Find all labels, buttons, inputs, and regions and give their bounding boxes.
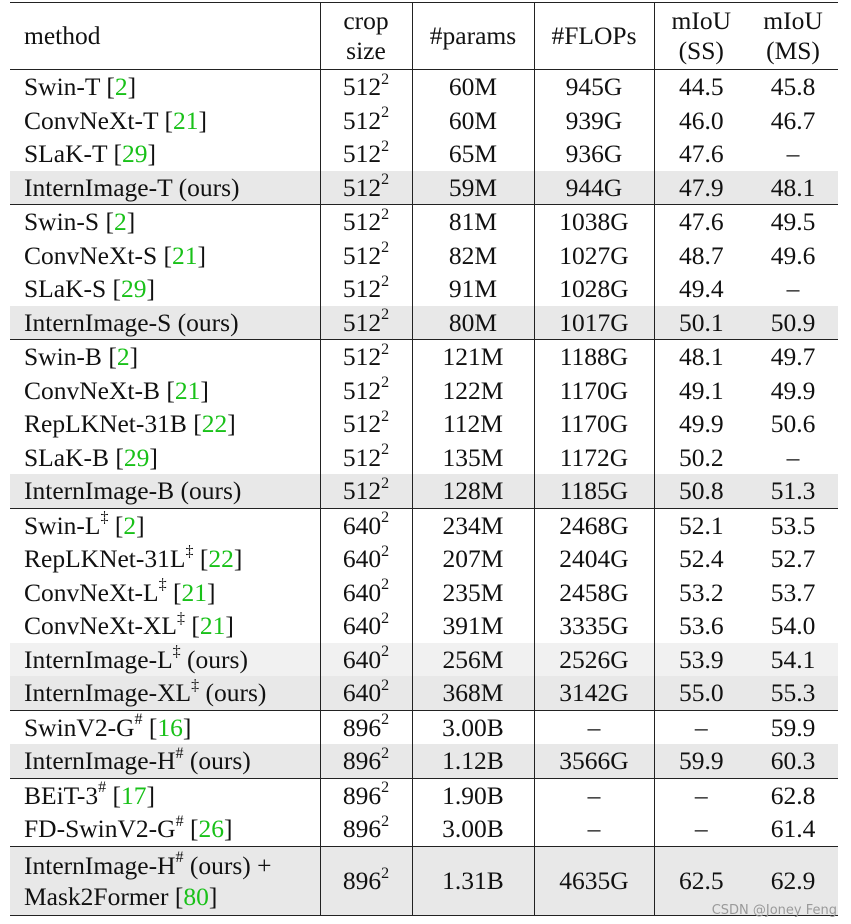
method-cell: SwinV2-G# [16] (10, 710, 320, 744)
table-row (10, 239, 838, 273)
flops-cell: 936G (534, 137, 654, 171)
table-row (10, 137, 838, 171)
crop-size-exponent: 2 (381, 407, 390, 425)
crop-size-value: 512 (342, 409, 382, 439)
citation-link: 2 (113, 207, 127, 237)
flops-cell: 1188G (534, 340, 654, 374)
method-mark: ‡ (100, 509, 109, 527)
crop-size-cell (320, 778, 412, 812)
method-name: Swin-S (24, 207, 100, 237)
crop-size-value: 512 (342, 342, 382, 372)
crop-size-value: 512 (342, 72, 382, 102)
crop-size-value: 512 (342, 476, 382, 506)
crop-size-exponent: 2 (381, 171, 390, 189)
miou-ss-cell: 50.2 (654, 441, 748, 475)
method-cell: FD-SwinV2-G# [26] (24, 812, 233, 844)
miou-ms-cell: 52.7 (770, 544, 816, 574)
crop-size-cell (320, 542, 412, 576)
method-name: ConvNeXt-L (24, 577, 159, 607)
miou-ss-cell: 44.5 (654, 70, 748, 104)
citation-link: 29 (121, 139, 148, 169)
method-cell: RepLKNet-31L‡ [22] (24, 542, 243, 574)
crop-size-value: 512 (342, 240, 382, 270)
miou-ss-cell: 50.8 (654, 474, 748, 508)
method-name: Swin-L (24, 510, 101, 540)
method-mark: # (175, 849, 184, 866)
crop-size-value: 512 (342, 139, 382, 169)
miou-ss-cell: 53.6 (654, 609, 748, 643)
crop-size-cell (320, 70, 412, 104)
crop-size-value: 896 (342, 814, 382, 844)
params-cell: 1.31B (412, 846, 534, 915)
header-row (10, 3, 838, 70)
params-cell: 3.00B (412, 812, 534, 846)
method-name: Swin-B (24, 342, 102, 372)
miou-ms-cell: 62.9 (748, 846, 838, 915)
miou-ss-cell: 52.4 (654, 542, 748, 576)
method-cell: Swin-T [2] (10, 70, 320, 104)
crop-size-exponent: 2 (381, 779, 390, 797)
crop-size-exponent: 2 (381, 205, 390, 223)
miou-ss-cell: 47.6 (654, 205, 748, 239)
params-cell: 112M (412, 407, 534, 441)
table-row (10, 576, 838, 610)
flops-cell: – (534, 812, 654, 846)
flops-cell: 2404G (534, 542, 654, 576)
miou-ss-cell: – (654, 710, 748, 744)
watermark: CSDN @Joney Feng (711, 903, 837, 918)
flops-cell: 3566G (534, 744, 654, 778)
method-suffix: (ours) (205, 678, 267, 708)
crop-size-exponent: 2 (381, 509, 390, 527)
crop-size-value: 512 (342, 207, 382, 237)
method-name: RepLKNet-31B (24, 409, 187, 439)
method-cell: ConvNeXt-B [21] (24, 375, 209, 405)
crop-size-exponent: 2 (381, 239, 390, 257)
method-suffix: (ours) (178, 172, 240, 202)
params-cell: 122M (412, 374, 534, 408)
flops-cell: 2468G (534, 508, 654, 542)
params-cell: 128M (412, 474, 534, 508)
crop-size-cell (320, 474, 412, 508)
method-cell: ConvNeXt-XL‡ [21] (24, 609, 234, 641)
method-name: ConvNeXt-B (24, 375, 160, 405)
crop-size-exponent: 2 (381, 272, 390, 290)
table-row (10, 812, 838, 846)
miou-ms-cell: 60.3 (748, 744, 838, 778)
header-crop-size: crop size (320, 3, 412, 70)
miou-ms-cell: 49.9 (770, 375, 816, 405)
params-cell: 368M (412, 676, 534, 710)
miou-ss-cell: 62.5 (654, 846, 748, 915)
crop-size-value: 896 (342, 746, 382, 776)
flops-cell: 3142G (534, 676, 654, 710)
method-mark: ‡ (158, 576, 167, 594)
method-cell: SLaK-T [29] (24, 139, 156, 169)
method-name: SLaK-T (24, 139, 108, 169)
method-mark: ‡ (185, 542, 194, 560)
table-row (10, 508, 838, 542)
crop-size-cell (320, 508, 412, 542)
method-suffix: (ours) (180, 476, 242, 506)
crop-size-value: 640 (342, 544, 382, 574)
miou-ms-cell: 59.9 (748, 710, 838, 744)
miou-ms-cell: 46.7 (770, 105, 816, 135)
crop-size-cell (320, 676, 412, 710)
miou-ms-cell: 49.5 (748, 205, 838, 239)
citation-link: 2 (114, 72, 128, 102)
method-name-line2: Mask2Former (24, 881, 169, 911)
params-cell: 80M (412, 306, 534, 340)
citation-link: 21 (172, 105, 199, 135)
params-cell: 1.12B (412, 744, 534, 778)
crop-size-value: 896 (342, 866, 382, 895)
method-cell: ConvNeXt-T [21] (24, 105, 207, 135)
miou-ms-cell: 53.7 (770, 577, 816, 607)
citation-link: 29 (121, 274, 147, 304)
flops-cell: 3335G (534, 609, 654, 643)
crop-size-exponent: 2 (381, 474, 390, 492)
crop-size-exponent: 2 (381, 70, 390, 88)
method-name: InternImage-T (24, 172, 173, 202)
citation-link: 26 (198, 814, 224, 844)
params-cell: 60M (412, 104, 534, 138)
header-miou-ms: mIoU (MS) (748, 3, 838, 70)
table-row (10, 441, 838, 475)
table-row (10, 609, 838, 643)
crop-size-cell (320, 846, 412, 915)
citation-link: 16 (157, 712, 183, 742)
flops-cell: 939G (534, 104, 654, 138)
method-cell: RepLKNet-31B [22] (24, 409, 236, 439)
params-cell: 234M (412, 508, 534, 542)
miou-ss-cell: 48.1 (654, 340, 748, 374)
method-cell (10, 474, 320, 508)
params-cell: 135M (412, 441, 534, 475)
flops-cell: 1027G (534, 239, 654, 273)
table-row (10, 744, 838, 778)
table-row (10, 306, 838, 340)
method-name: BEiT-3 (24, 780, 99, 810)
flops-cell: 1185G (534, 474, 654, 508)
method-name: InternImage-H (24, 850, 176, 880)
method-suffix: (ours) (187, 644, 248, 674)
citation-link: 29 (123, 442, 150, 472)
method-cell (10, 306, 320, 340)
flops-cell: 2526G (534, 643, 654, 677)
citation-link: 17 (121, 780, 147, 810)
crop-size-cell (320, 306, 412, 340)
method-cell (10, 744, 320, 778)
table-row (10, 542, 838, 576)
params-cell: 65M (412, 137, 534, 171)
flops-cell: 1172G (534, 441, 654, 475)
crop-size-value: 640 (342, 611, 382, 641)
miou-ms-cell: 54.1 (748, 643, 838, 677)
crop-size-exponent: 2 (381, 137, 390, 155)
crop-size-cell (320, 812, 412, 846)
miou-ms-cell: 50.6 (770, 409, 816, 439)
crop-size-value: 512 (342, 172, 382, 202)
params-cell: 91M (412, 272, 534, 306)
method-mark: # (175, 812, 184, 830)
params-cell: 82M (412, 239, 534, 273)
crop-size-value: 512 (342, 375, 382, 405)
method-cell: Swin-S [2] (10, 205, 320, 239)
params-cell: 121M (412, 340, 534, 374)
flops-cell: 1170G (534, 374, 654, 408)
header-flops: #FLOPs (534, 3, 654, 70)
table-row (10, 104, 838, 138)
miou-ss-cell: 59.9 (654, 744, 748, 778)
crop-size-value: 640 (342, 678, 382, 708)
table-row (10, 710, 838, 744)
method-cell (10, 676, 320, 710)
method-cell: SLaK-S [29] (24, 274, 156, 304)
crop-size-cell (320, 137, 412, 171)
params-cell: 81M (412, 205, 534, 239)
crop-size-value: 896 (342, 780, 382, 810)
crop-size-cell (320, 104, 412, 138)
crop-size-exponent: 2 (381, 340, 390, 358)
crop-size-exponent: 2 (381, 812, 390, 830)
crop-size-cell (320, 239, 412, 273)
params-cell: 235M (412, 576, 534, 610)
miou-ss-cell: 46.0 (654, 104, 748, 138)
crop-size-exponent: 2 (381, 576, 390, 594)
flops-cell: 1038G (534, 205, 654, 239)
method-cell: Swin-B [2] (10, 340, 320, 374)
method-cell: ConvNeXt-S [21] (24, 240, 207, 270)
crop-size-cell (320, 374, 412, 408)
miou-ss-cell: 55.0 (654, 676, 748, 710)
params-cell: 256M (412, 643, 534, 677)
flops-cell: 945G (534, 70, 654, 104)
crop-size-value: 640 (342, 644, 382, 674)
method-cell: InternImage-H# (ours) + Mask2Former [80] (10, 846, 320, 915)
crop-size-exponent: 2 (381, 374, 390, 392)
crop-size-value: 640 (342, 577, 382, 607)
crop-size-value: 512 (342, 274, 382, 304)
crop-size-exponent: 2 (381, 441, 390, 459)
flops-cell: – (534, 710, 654, 744)
method-name: InternImage-S (24, 307, 172, 337)
flops-cell: 2458G (534, 576, 654, 610)
method-suffix: (ours) (189, 746, 251, 776)
method-name: ConvNeXt-S (24, 240, 158, 270)
method-mark: # (98, 779, 107, 797)
method-mark: ‡ (172, 643, 181, 661)
miou-ms-cell: 53.5 (748, 508, 838, 542)
method-name: InternImage-H (24, 746, 176, 776)
params-cell: 391M (412, 609, 534, 643)
header-params: #params (412, 3, 534, 70)
crop-size-value: 640 (342, 510, 382, 540)
table-row (10, 474, 838, 508)
table-row (10, 205, 838, 239)
table-row (10, 778, 838, 812)
method-mark: ‡ (191, 676, 200, 694)
miou-ss-cell: 47.6 (654, 137, 748, 171)
crop-size-exponent: 2 (381, 104, 390, 122)
flops-cell: 944G (534, 171, 654, 205)
method-name: RepLKNet-31L (24, 544, 186, 574)
method-name: SLaK-S (24, 274, 107, 304)
params-cell: 1.90B (412, 778, 534, 812)
citation-link: 2 (116, 342, 130, 372)
params-cell: 60M (412, 70, 534, 104)
crop-size-value: 512 (342, 105, 382, 135)
miou-ss-cell: 49.9 (654, 407, 748, 441)
crop-size-value: 512 (342, 307, 382, 337)
table-row (10, 272, 838, 306)
miou-ss-cell: 48.7 (654, 239, 748, 273)
header-miou-ss: mIoU (SS) (654, 3, 748, 70)
miou-ss-cell: 49.4 (654, 272, 748, 306)
table-row (10, 70, 838, 104)
miou-ss-cell: 47.9 (654, 171, 748, 205)
miou-ms-cell: – (786, 139, 800, 169)
miou-ms-cell: 48.1 (748, 171, 838, 205)
miou-ss-cell: 53.2 (654, 576, 748, 610)
citation-link: 80 (183, 881, 209, 911)
crop-size-exponent: 2 (381, 609, 390, 627)
flops-cell: – (534, 778, 654, 812)
params-cell: 207M (412, 542, 534, 576)
crop-size-exponent: 2 (381, 542, 390, 560)
miou-ms-cell: 45.8 (748, 70, 838, 104)
table-row (10, 643, 838, 677)
miou-ms-cell: – (786, 274, 800, 304)
table-row (10, 407, 838, 441)
table-row (10, 676, 838, 710)
crop-size-value: 896 (342, 712, 382, 742)
method-name: ConvNeXt-T (24, 105, 159, 135)
miou-ss-cell: – (654, 778, 748, 812)
method-mark: ‡ (176, 609, 185, 627)
crop-size-cell (320, 272, 412, 306)
citation-link: 21 (181, 577, 207, 607)
table-body (10, 70, 838, 916)
miou-ms-cell: – (786, 442, 800, 472)
miou-ms-cell: 51.3 (748, 474, 838, 508)
crop-size-cell (320, 205, 412, 239)
miou-ss-cell: 50.1 (654, 306, 748, 340)
params-cell: 3.00B (412, 710, 534, 744)
method-suffix: (ours) (177, 307, 239, 337)
crop-size-cell (320, 609, 412, 643)
method-name: SLaK-B (24, 442, 109, 472)
table-row (10, 374, 838, 408)
crop-size-cell (320, 576, 412, 610)
citation-link: 2 (123, 510, 137, 540)
method-name: Swin-T (24, 72, 101, 102)
params-cell: 59M (412, 171, 534, 205)
crop-size-exponent: 2 (381, 711, 390, 729)
crop-size-cell (320, 643, 412, 677)
method-name: InternImage-L (24, 644, 173, 674)
citation-link: 21 (199, 611, 226, 641)
crop-size-exponent: 2 (381, 744, 390, 762)
miou-ms-cell: 54.0 (770, 611, 816, 641)
crop-size-cell (320, 171, 412, 205)
citation-link: 21 (174, 375, 201, 405)
table-row (10, 340, 838, 374)
citation-link: 22 (208, 544, 234, 574)
crop-size-exponent: 2 (381, 306, 390, 324)
method-cell (10, 643, 320, 677)
method-suffix: (ours) + (189, 850, 272, 880)
method-name: SwinV2-G (24, 712, 135, 742)
miou-ss-cell: 52.1 (654, 508, 748, 542)
method-mark: # (134, 711, 143, 729)
citation-link: 22 (201, 409, 228, 439)
crop-size-exponent: 2 (381, 643, 390, 661)
flops-cell: 1017G (534, 306, 654, 340)
crop-size-cell (320, 407, 412, 441)
table-row (10, 171, 838, 205)
crop-size-exponent: 2 (381, 864, 390, 882)
method-name: InternImage-B (24, 476, 175, 506)
method-name: FD-SwinV2-G (24, 814, 176, 844)
flops-cell: 4635G (534, 846, 654, 915)
header-method: method (10, 3, 320, 70)
crop-size-cell (320, 340, 412, 374)
method-cell: BEiT-3# [17] (10, 778, 320, 812)
crop-size-value: 512 (342, 442, 382, 472)
crop-size-cell (320, 710, 412, 744)
miou-ss-cell: 49.1 (654, 374, 748, 408)
results-table (10, 2, 838, 916)
method-mark: # (175, 744, 184, 762)
miou-ms-cell: 61.4 (770, 814, 816, 844)
citation-link: 21 (172, 240, 198, 270)
method-name: InternImage-XL (24, 678, 192, 708)
method-cell: SLaK-B [29] (24, 442, 158, 472)
miou-ms-cell: 50.9 (748, 306, 838, 340)
miou-ss-cell: 53.9 (654, 643, 748, 677)
flops-cell: 1170G (534, 407, 654, 441)
crop-size-exponent: 2 (381, 676, 390, 694)
flops-cell: 1028G (534, 272, 654, 306)
crop-size-cell (320, 744, 412, 778)
miou-ms-cell: 62.8 (748, 778, 838, 812)
method-cell: Swin-L‡ [2] (10, 508, 320, 542)
method-cell (10, 171, 320, 205)
miou-ss-cell: – (654, 812, 748, 846)
miou-ms-cell: 49.6 (770, 240, 816, 270)
method-name: ConvNeXt-XL (24, 611, 177, 641)
crop-size-cell (320, 441, 412, 475)
method-cell: ConvNeXt-L‡ [21] (24, 576, 216, 607)
miou-ms-cell: 55.3 (748, 676, 838, 710)
miou-ms-cell: 49.7 (748, 340, 838, 374)
